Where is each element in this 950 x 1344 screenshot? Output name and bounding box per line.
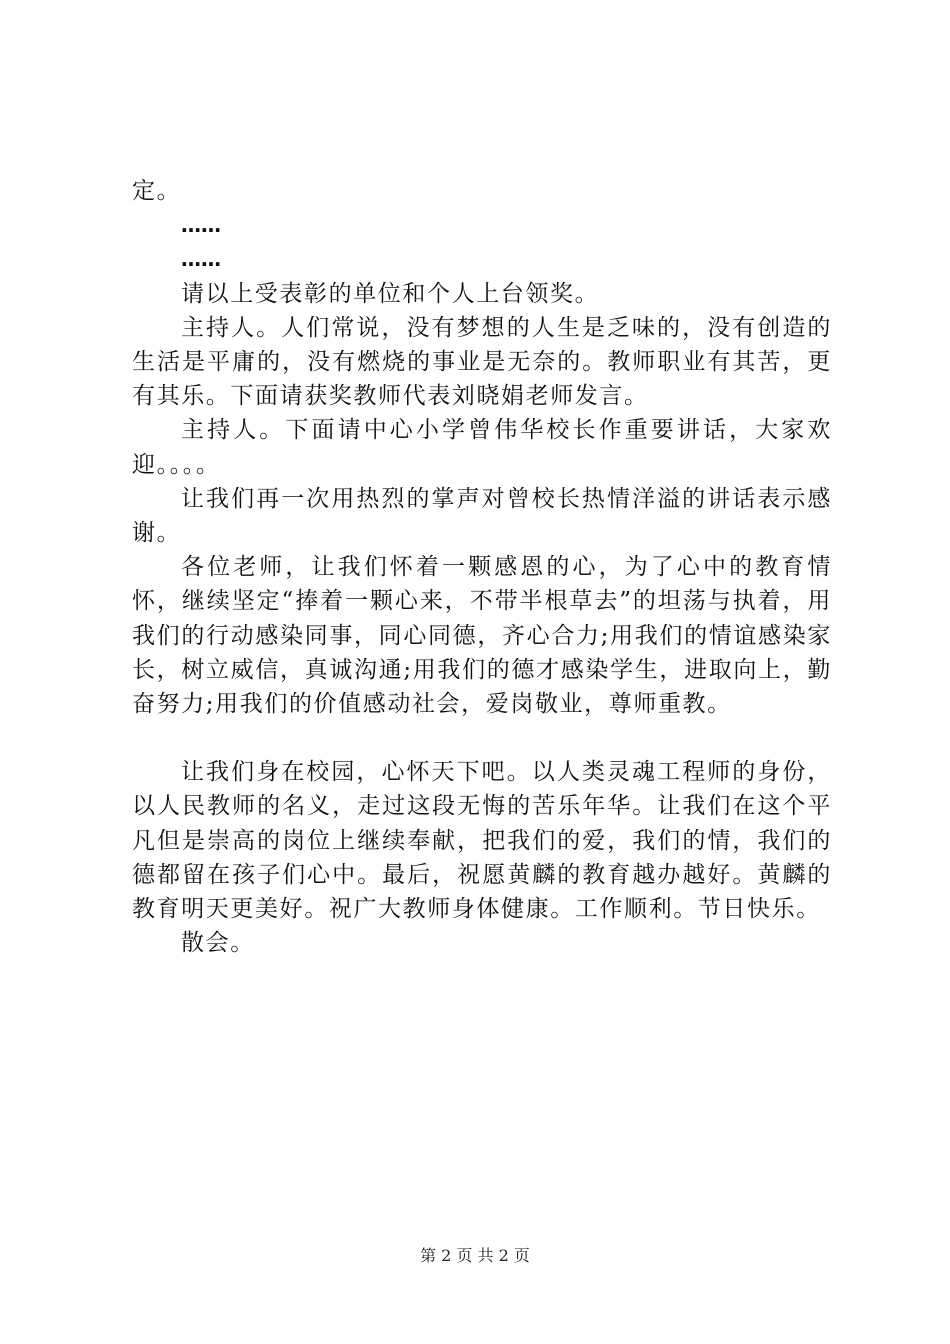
ellipsis-line: …… <box>181 247 221 272</box>
document-body <box>132 174 832 960</box>
paragraph-applause-thanks: 让我们再一次用热烈的掌声对曾校长热情洋溢的讲话表示感谢。 <box>132 485 832 547</box>
paragraph-host-dreams: 主持人。人们常说，没有梦想的人生是乏味的，没有创造的生活是平庸的，没有燃烧的事业是无奈的。教师职业有其苦，更有其乐。下面请获奖教师代表刘晓娟老师发言。 <box>132 314 832 410</box>
page-footer: 第 2 页 共 2 页 <box>420 1246 530 1265</box>
paragraph-award-invitation: 请以上受表彰的单位和个人上台领奖。 <box>181 280 600 307</box>
paragraph-teachers-gratitude: 各位老师，让我们怀着一颗感恩的心，为了心中的教育情怀，继续坚定“捧着一颗心来，不带半根草去”的坦荡与执着，用我们的行动感染同事，同心同德，齐心合力;用我们的情谊感染家长，树立威信，真诚沟通;用我们的德才感染学生，进取向上，勤奋努力;用我们的价值感动社会，爱岗敬业，尊师重教。 <box>132 554 832 718</box>
paragraph-continuation: 定。 <box>132 178 182 204</box>
paragraph-closing-wishes: 让我们身在校园，心怀天下吧。以人类灵魂工程师的身份，以人民教师的名义，走过这段无悔的苦乐年华。让我们在这个平凡但是崇高的岗位上继续奉献，把我们的爱，我们的情，我们的德都留在孩子们心中。最后，祝愿黄麟的教育越办越好。黄麟的教育明天更美好。祝广大教师身体健康。工作顺利。节日快乐。 <box>132 759 832 923</box>
ellipsis-line: …… <box>181 213 221 238</box>
paragraph-dismissal: 散会。 <box>181 930 255 957</box>
paragraph-host-principal: 主持人。下面请中心小学曾伟华校长作重要讲话，大家欢迎。。。。 <box>132 417 832 478</box>
